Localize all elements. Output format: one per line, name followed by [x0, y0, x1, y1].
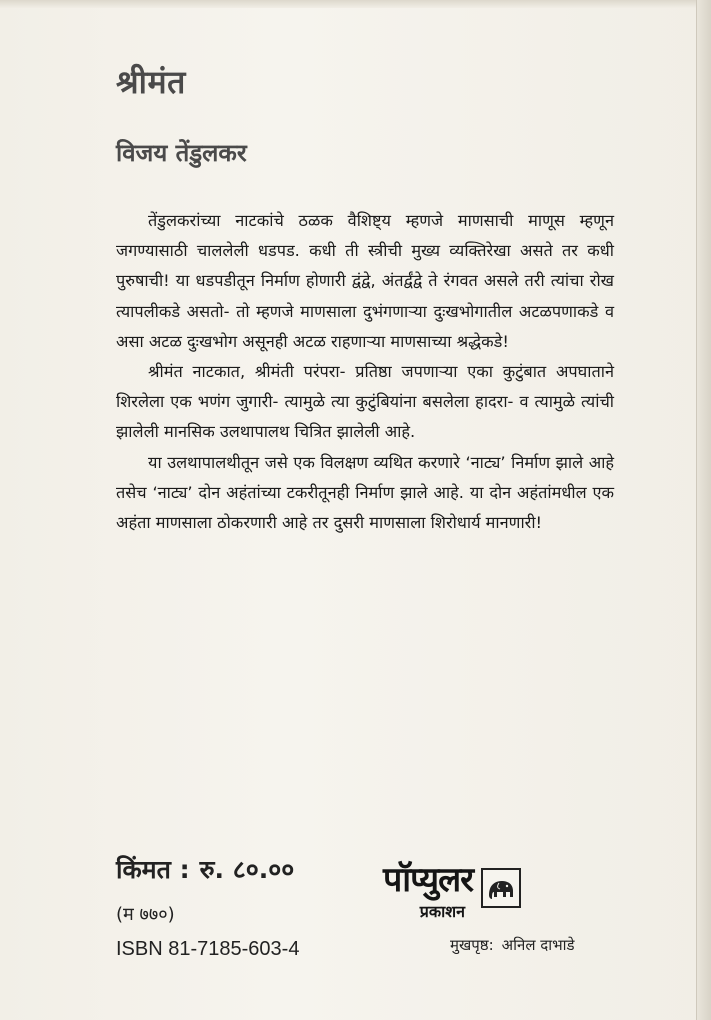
elephant-icon	[481, 868, 521, 908]
blurb-paragraph-3: या उलथापालथीतून जसे एक विलक्षण व्यथित करणारे ‘नाट्य’ निर्माण झाले आहे तसेच ‘नाट्य’ दोन अहंतांच्या टकरीतूनही निर्माण झाले आहे. या दोन अहंतांमधील एक अहंता माणसाला ठोकरणारी आहे तर दुसरी माणसाला शिरोधार्य मानणारी!	[116, 452, 614, 533]
blurb-paragraph-1: तेंडुलकरांच्या नाटकांचे ठळक वैशिष्ट्य म्हणजे माणसाची माणूस म्हणून जगण्यासाठी चाललेली धडपड. कधी ती स्त्रीची मुख्य व्यक्तिरेखा असते तर कधी पुरुषाची! या धडपडीतून निर्माण होणारी द्वंद्वे, अंतर्द्वंद्वे ते रंगवत असले तरी त्यांचा रोख त्यापलीकडे असतो- तो म्हणजे माणसाला दुभंगणाऱ्या दुःखभोगातील अटळपणाकडे व असा अटळ दुःखभोग असूनही अटळ राहणाऱ्या माणसाच्या श्रद्धेकडे!	[116, 211, 614, 351]
book-title: श्रीमंत	[116, 63, 186, 101]
price-value: रु. ८०.००	[199, 855, 295, 884]
book-author: विजय तेंडुलकर	[116, 139, 247, 167]
top-edge	[0, 0, 711, 8]
publisher-name: पॉप्युलर	[383, 860, 474, 900]
cover-credit	[450, 935, 575, 955]
publisher-logo-block	[383, 862, 623, 922]
isbn: ISBN 81-7185-603-4	[116, 938, 300, 960]
blurb-paragraph-2: श्रीमंत नाटकात, श्रीमंती परंपरा- प्रतिष्ठा जपणाऱ्या एका कुटुंबात अपघाताने शिरलेला एक भणंग जुगारी- त्यामुळे त्या कुटुंबियांना बसलेला हादरा- व त्यामुळे त्यांची झालेली मानसिक उलथापालथ चित्रित झालेली आहे.	[116, 362, 614, 442]
blurb	[116, 206, 614, 538]
price	[116, 852, 299, 886]
price-label: किंमत :	[116, 855, 190, 884]
cover-artist: अनिल दाभाडे	[501, 936, 575, 954]
cover-label: मुखपृष्ठ:	[450, 936, 494, 954]
catalog-code: (म ७७०)	[116, 904, 175, 925]
spine-edge	[696, 0, 711, 1020]
publisher-subtitle: प्रकाशन	[419, 902, 466, 921]
price-block	[116, 852, 299, 961]
